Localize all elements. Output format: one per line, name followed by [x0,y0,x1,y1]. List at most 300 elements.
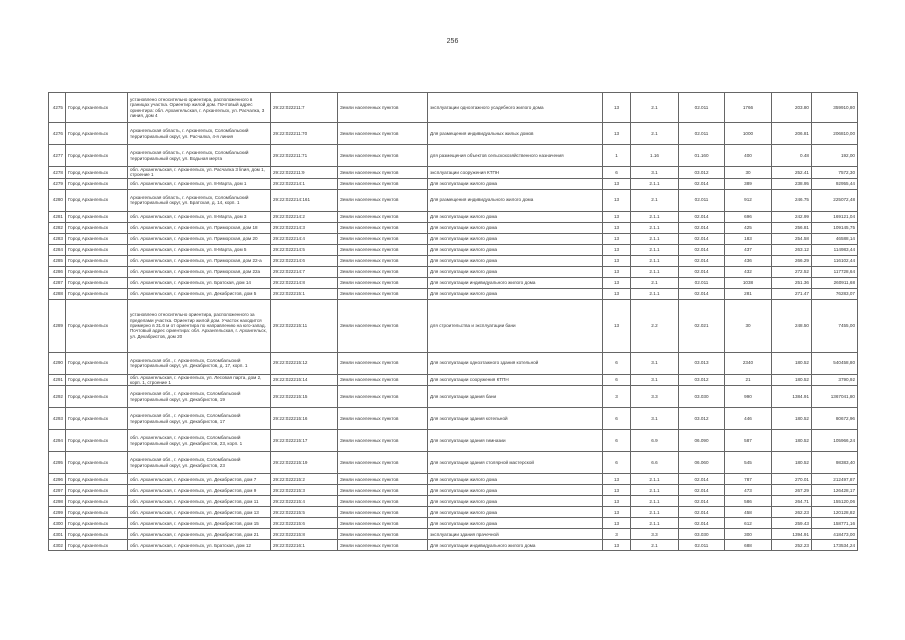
permitted-use-cell: Для эксплуатации индивидуального жилого дома [428,277,603,288]
row-number: 4299 [49,507,66,518]
use-code-cell: 2.1.1 [631,518,679,529]
use-code-cell: 2.1.1 [631,255,679,266]
classifier-code-cell: 02.014 [679,178,725,189]
cadastral-value-cell: 260911,68 [812,277,858,288]
address-cell: обл. Архангельская, г. Архангельск, ул. Лесовая парта, дом 2, корп. 1, строение 1 [128,374,271,386]
specific-value-cell: 256.81 [772,222,812,233]
row-number: 4289 [49,299,66,352]
specific-value-cell: 270.01 [772,474,812,485]
classifier-code-cell: 02.011 [679,123,725,145]
address-cell: обл. Архангельская, г. Архангельск, ул. Декабристов, дом 5 [128,288,271,299]
table-row [49,529,858,540]
cadastral-value-cell: 169121,04 [812,211,858,222]
table-row [49,244,858,255]
area-cell: 696 [725,211,772,222]
specific-value-cell: 246.75 [772,189,812,211]
row-number: 4284 [49,244,66,255]
land-category-cell: Земли населенных пунктов [338,474,428,485]
land-category-cell: Земли населенных пунктов [338,145,428,167]
classifier-code-cell: 02.011 [679,277,725,288]
group-code-cell: 6 [603,374,631,386]
cadastral-value-cell: 212497,87 [812,474,858,485]
settlement-cell: Город Архангельск [66,211,128,222]
address-cell: обл. Архангельская, г. Архангельск, ул. Приморская, дом 20 [128,233,271,244]
cadastral-number-cell: 29:22:022215:2 [271,474,338,485]
settlement-cell: Город Архангельск [66,529,128,540]
row-number: 4280 [49,189,66,211]
use-code-cell: 3.3 [631,386,679,408]
settlement-cell: Город Архангельск [66,485,128,496]
classifier-code-cell: 03.012 [679,167,725,179]
cadastral-value-cell: 116102,44 [812,255,858,266]
specific-value-cell: 251.36 [772,277,812,288]
address-cell: обл. Архангельская, г. Архангельск, ул. Декабристов, дом 9 [128,485,271,496]
specific-value-cell: 180.52 [772,430,812,452]
group-code-cell: 13 [603,211,631,222]
row-number: 4297 [49,485,66,496]
land-category-cell: Земли населенных пунктов [338,374,428,386]
address-cell: обл. Архангельская, г. Архангельск, ул. Приморская, дом 22-а [128,255,271,266]
table-row [49,408,858,430]
classifier-code-cell: 03.030 [679,386,725,408]
permitted-use-cell: Для размещения индивидуального жилого дома [428,189,603,211]
cadastral-number-cell: 29:22:022214:161 [271,189,338,211]
classifier-code-cell: 06.090 [679,430,725,452]
classifier-code-cell: 02.014 [679,288,725,299]
settlement-cell: Город Архангельск [66,244,128,255]
table-row [49,211,858,222]
use-code-cell: 2.1.1 [631,507,679,518]
row-number: 4291 [49,374,66,386]
cadastral-value-cell: 7455,00 [812,299,858,352]
cadastral-number-cell: 29:22:022211:71 [271,145,338,167]
group-code-cell: 13 [603,222,631,233]
area-cell: 30 [725,299,772,352]
group-code-cell: 13 [603,277,631,288]
address-cell: обл. Архангельская, г. Архангельск, ул. Декабристов, дом 15 [128,518,271,529]
land-category-cell: Земли населенных пунктов [338,507,428,518]
table-row [49,540,858,551]
use-code-cell: 2.1.1 [631,288,679,299]
group-code-cell: 13 [603,123,631,145]
cadastral-number-cell: 29:22:022215:3 [271,485,338,496]
use-code-cell: 2.2 [631,299,679,352]
land-category-cell: Земли населенных пунктов [338,452,428,474]
table-row [49,277,858,288]
table-row [49,288,858,299]
settlement-cell: Город Архангельск [66,408,128,430]
group-code-cell: 13 [603,178,631,189]
area-cell: 183 [725,233,772,244]
use-code-cell: 3.1 [631,167,679,179]
cadastral-value-cell: 76283,07 [812,288,858,299]
specific-value-cell: 180.52 [772,452,812,474]
area-cell: 437 [725,244,772,255]
land-category-cell: Земли населенных пунктов [338,123,428,145]
cadastral-number-cell: 29:22:022215:11 [271,299,338,352]
specific-value-cell: 267.29 [772,485,812,496]
group-code-cell: 3 [603,386,631,408]
land-category-cell: Земли населенных пунктов [338,93,428,123]
specific-value-cell: 248.50 [772,299,812,352]
cadastral-value-cell: 92955,44 [812,178,858,189]
cadastral-number-cell: 29:22:022215:1 [271,288,338,299]
area-cell: 473 [725,485,772,496]
settlement-cell: Город Архангельск [66,189,128,211]
table-row [49,496,858,507]
area-cell: 1000 [725,123,772,145]
row-number: 4298 [49,496,66,507]
permitted-use-cell: эксплуатации сооружения КТПН [428,167,603,179]
group-code-cell: 13 [603,299,631,352]
specific-value-cell: 263.12 [772,244,812,255]
table-row [49,189,858,211]
cadastral-value-cell: 173534,24 [812,540,858,551]
permitted-use-cell: Для эксплуатации жилого дома [428,255,603,266]
specific-value-cell: 206.81 [772,123,812,145]
use-code-cell: 2.1.1 [631,266,679,277]
cadastral-value-cell: 80672,96 [812,408,858,430]
group-code-cell: 6 [603,408,631,430]
row-number: 4278 [49,167,66,179]
area-cell: 21 [725,374,772,386]
permitted-use-cell: для размещения объектов сельскохозяйственного назначения [428,145,603,167]
use-code-cell: 2.1.1 [631,474,679,485]
group-code-cell: 3 [603,529,631,540]
settlement-cell: Город Архангельск [66,178,128,189]
classifier-code-cell: 03.013 [679,352,725,374]
permitted-use-cell: Для эксплуатации жилого дома [428,222,603,233]
settlement-cell: Город Архангельск [66,430,128,452]
cadastral-value-cell: 225072,48 [812,189,858,211]
permitted-use-cell: Для эксплуатации здания бани [428,386,603,408]
address-cell: обл. Архангельская, г. Архангельск, ул. 8-Марта, дом 1 [128,178,271,189]
land-category-cell: Земли населенных пунктов [338,211,428,222]
land-category-cell: Земли населенных пунктов [338,408,428,430]
group-code-cell: 13 [603,496,631,507]
land-category-cell: Земли населенных пунктов [338,288,428,299]
permitted-use-cell: Для эксплуатации одноэтажного здания котельной [428,352,603,374]
cadastral-value-cell: 7572,30 [812,167,858,179]
classifier-code-cell: 03.030 [679,529,725,540]
table-row [49,374,858,386]
address-cell: Архангельская обл., г. Архангельск, Соломбальский территориальный округ, ул. Декабристов, 19 [128,386,271,408]
permitted-use-cell: для строительства и эксплуатации бани [428,299,603,352]
row-number: 4292 [49,386,66,408]
cadastral-value-cell: 155120,06 [812,496,858,507]
area-cell: 2340 [725,352,772,374]
row-number: 4285 [49,255,66,266]
cadastral-value-cell: 540458,80 [812,352,858,374]
group-code-cell: 13 [603,288,631,299]
address-cell: Архангельская область, г. Архангельск, Соломбальский территориальный округ, ул. Водьная мерта [128,145,271,167]
cadastral-number-cell: 29:22:022215:15 [271,386,338,408]
area-cell: 787 [725,474,772,485]
address-cell: обл. Архангельская, г. Архангельск, ул. Приморская, дом 18 [128,222,271,233]
cadastral-value-cell: 418473,00 [812,529,858,540]
settlement-cell: Город Архангельск [66,299,128,352]
cadastral-value-cell: 359910,80 [812,93,858,123]
permitted-use-cell: Для эксплуатации сооружения КТПН [428,374,603,386]
permitted-use-cell: Для эксплуатации жилого дома [428,266,603,277]
permitted-use-cell: Для эксплуатации здания гимназии [428,430,603,452]
address-cell: установлено относительно ориентира, расположенного за пределами участка. Ориентир жилой дом. Участок находится примерно в 31.6 м от ориентира по направлению на юго-запад. Почтовый адрес ориентира: обл. Архангельская, г. Архангельск, ул. Декабристов, дом 20 [128,299,271,352]
area-cell: 587 [725,430,772,452]
area-cell: 612 [725,518,772,529]
use-code-cell: 2.1 [631,93,679,123]
use-code-cell: 3.3 [631,529,679,540]
row-number: 4276 [49,123,66,145]
table-row [49,93,858,123]
address-cell: обл. Архангельская, г. Архангельск, ул. Декабристов, дом 11 [128,496,271,507]
group-code-cell: 13 [603,507,631,518]
area-cell: 281 [725,288,772,299]
classifier-code-cell: 02.014 [679,518,725,529]
group-code-cell: 13 [603,255,631,266]
land-category-cell: Земли населенных пунктов [338,178,428,189]
address-cell: Архангельская обл., г. Архангельск, Соломбальский территориальный округ, ул. Декабристов, д. 17, корп. 1 [128,352,271,374]
land-category-cell: Земли населенных пунктов [338,277,428,288]
group-code-cell: 13 [603,266,631,277]
settlement-cell: Город Архангельск [66,288,128,299]
land-category-cell: Земли населенных пунктов [338,352,428,374]
classifier-code-cell: 02.014 [679,507,725,518]
table-row [49,352,858,374]
table-row [49,299,858,352]
permitted-use-cell: Для эксплуатации жилого дома [428,233,603,244]
land-category-cell: Земли населенных пунктов [338,299,428,352]
permitted-use-cell: Для эксплуатации жилого дома [428,244,603,255]
address-cell: обл. Архангельская, г. Архангельск, ул. 8-Марта, дом 3 [128,211,271,222]
specific-value-cell: 252.41 [772,167,812,179]
specific-value-cell: 259.43 [772,518,812,529]
area-cell: 545 [725,452,772,474]
row-number: 4277 [49,145,66,167]
page-number: 256 [446,38,459,45]
cadastral-value-cell: 105966,24 [812,430,858,452]
permitted-use-cell: Для эксплуатации жилого дома [428,474,603,485]
table-row [49,474,858,485]
use-code-cell: 2.1 [631,540,679,551]
land-category-cell: Земли населенных пунктов [338,189,428,211]
permitted-use-cell: эксплуатации одноэтажного усадебного жилого дома [428,93,603,123]
group-code-cell: 13 [603,189,631,211]
row-number: 4293 [49,408,66,430]
specific-value-cell: 238.95 [772,178,812,189]
classifier-code-cell: 02.014 [679,485,725,496]
permitted-use-cell: Для эксплуатации жилого дома [428,518,603,529]
permitted-use-cell: Для эксплуатации жилого дома [428,507,603,518]
cadastral-number-cell: 29:22:022211:7 [271,93,338,123]
address-cell: обл. Архангельская, г. Архангельск, ул. Декабристов, дом 13 [128,507,271,518]
group-code-cell: 13 [603,540,631,551]
group-code-cell: 13 [603,518,631,529]
classifier-code-cell: 02.014 [679,233,725,244]
row-number: 4282 [49,222,66,233]
settlement-cell: Город Архангельск [66,277,128,288]
use-code-cell: 1.16 [631,145,679,167]
cadastral-value-cell: 46588,14 [812,233,858,244]
address-cell: Архангельская обл., г. Архангельск, Соломбальский территориальный округ, ул. Декабристов, 17 [128,408,271,430]
settlement-cell: Город Архангельск [66,93,128,123]
land-category-cell: Земли населенных пунктов [338,518,428,529]
cadastral-value-cell: 120128,82 [812,507,858,518]
address-cell: Архангельская область, г. Архангельск, Соломбальский территориальный округ, ул. Братская, д. 14, корп. 1 [128,189,271,211]
table-row [49,452,858,474]
area-cell: 1766 [725,93,772,123]
use-code-cell: 3.1 [631,408,679,430]
land-category-cell: Земли населенных пунктов [338,529,428,540]
land-category-cell: Земли населенных пунктов [338,244,428,255]
row-number: 4290 [49,352,66,374]
group-code-cell: 13 [603,233,631,244]
area-cell: 400 [725,145,772,167]
row-number: 4302 [49,540,66,551]
land-category-cell: Земли населенных пунктов [338,540,428,551]
classifier-code-cell: 02.011 [679,540,725,551]
cadastral-value-cell: 114983,44 [812,244,858,255]
use-code-cell: 2.1.1 [631,178,679,189]
classifier-code-cell: 01.160 [679,145,725,167]
settlement-cell: Город Архангельск [66,496,128,507]
area-cell: 990 [725,386,772,408]
settlement-cell: Город Архангельск [66,222,128,233]
cadastral-value-cell: 98383,40 [812,452,858,474]
use-code-cell: 3.1 [631,352,679,374]
permitted-use-cell: Для эксплуатации жилого дома [428,178,603,189]
address-cell: Архангельская обл., г. Архангельск, Соломбальский территориальный округ, ул. Декабристов, 23 [128,452,271,474]
area-cell: 30 [725,167,772,179]
cadastral-value-cell: 109145,75 [812,222,858,233]
address-cell: обл. Архангельская, г. Архангельск, ул. 8-Марта, дом 5 [128,244,271,255]
address-cell: обл. Архангельская, г. Архангельск, ул. Декабристов, дом 7 [128,474,271,485]
classifier-code-cell: 02.021 [679,299,725,352]
row-number: 4281 [49,211,66,222]
use-code-cell: 6.6 [631,452,679,474]
cadastral-value-cell: 3790,92 [812,374,858,386]
row-number: 4288 [49,288,66,299]
address-cell: обл. Архангельская, г. Архангельск, Соломбальский территориальный округ, ул. Декабристов, 23, корп. 1 [128,430,271,452]
classifier-code-cell: 03.012 [679,408,725,430]
use-code-cell: 2.1 [631,189,679,211]
land-category-cell: Земли населенных пунктов [338,485,428,496]
cadastral-value-cell: 206810,00 [812,123,858,145]
settlement-cell: Город Архангельск [66,255,128,266]
settlement-cell: Город Архангельск [66,452,128,474]
permitted-use-cell: Для размещения индивидуальных жилых домов [428,123,603,145]
area-cell: 446 [725,408,772,430]
table-row [49,507,858,518]
cadastral-number-cell: 29:22:022215:6 [271,518,338,529]
row-number: 4283 [49,233,66,244]
specific-value-cell: 264.71 [772,496,812,507]
table-row [49,266,858,277]
specific-value-cell: 180.52 [772,374,812,386]
table-row [49,222,858,233]
area-cell: 912 [725,189,772,211]
row-number: 4300 [49,518,66,529]
use-code-cell: 2.1.1 [631,211,679,222]
specific-value-cell: 180.52 [772,408,812,430]
use-code-cell: 2.1 [631,277,679,288]
land-category-cell: Земли населенных пунктов [338,430,428,452]
group-code-cell: 6 [603,452,631,474]
settlement-cell: Город Архангельск [66,386,128,408]
settlement-cell: Город Архангельск [66,145,128,167]
land-category-cell: Земли населенных пунктов [338,255,428,266]
cadastral-value-cell: 126428,17 [812,485,858,496]
cadastral-number-cell: 29:22:022216:1 [271,540,338,551]
group-code-cell: 13 [603,244,631,255]
permitted-use-cell: Для эксплуатации индивидуального жилого дома [428,540,603,551]
table-row [49,167,858,179]
specific-value-cell: 0.48 [772,145,812,167]
cadastral-number-cell: 29:22:022214:3 [271,222,338,233]
row-number: 4294 [49,430,66,452]
use-code-cell: 2.1.1 [631,244,679,255]
classifier-code-cell: 02.014 [679,496,725,507]
cadastral-number-cell: 29:22:022214:7 [271,266,338,277]
classifier-code-cell: 02.014 [679,211,725,222]
cadastral-value-cell: 117728,64 [812,266,858,277]
classifier-code-cell: 06.060 [679,452,725,474]
cadastral-number-cell: 29:22:022215:16 [271,408,338,430]
area-cell: 436 [725,255,772,266]
permitted-use-cell: эксплуатации здания прачечной [428,529,603,540]
land-registry-table [48,92,858,551]
address-cell: обл. Архангельская, г. Архангельск, ул. Расчалка 3 linия, дом 1, строение 1 [128,167,271,179]
cadastral-number-cell: 29:22:022214:8 [271,277,338,288]
cadastral-number-cell: 29:22:022215:12 [271,352,338,374]
classifier-code-cell: 02.014 [679,474,725,485]
cadastral-number-cell: 29:22:022214:2 [271,211,338,222]
address-cell: обл. Архангельская, г. Архангельск, ул. Декабристов, дом 21 [128,529,271,540]
table-row [49,145,858,167]
land-category-cell: Земли населенных пунктов [338,233,428,244]
address-cell: обл. Архангельская, г. Архангельск, ул. Братская, дом 12 [128,540,271,551]
specific-value-cell: 1384.91 [772,386,812,408]
permitted-use-cell: Для эксплуатации здания котельной [428,408,603,430]
cadastral-number-cell: 29:22:022211:9 [271,167,338,179]
address-cell: Архангельская область, г. Архангельск, Соломбальский территориальный округ, ул. Расчалка, 4-я линия [128,123,271,145]
permitted-use-cell: Для эксплуатации жилого дома [428,485,603,496]
settlement-cell: Город Архангельск [66,352,128,374]
specific-value-cell: 1394.91 [772,529,812,540]
row-number: 4296 [49,474,66,485]
row-number: 4301 [49,529,66,540]
address-cell: обл. Архангельская, г. Архангельск, ул. Братская, дом 14 [128,277,271,288]
area-cell: 1038 [725,277,772,288]
cadastral-number-cell: 29:22:022215:8 [271,529,338,540]
group-code-cell: 13 [603,485,631,496]
table-row [49,178,858,189]
settlement-cell: Город Архангельск [66,123,128,145]
specific-value-cell: 242.99 [772,211,812,222]
use-code-cell: 3.1 [631,374,679,386]
row-number: 4286 [49,266,66,277]
table-row [49,518,858,529]
specific-value-cell: 272.52 [772,266,812,277]
row-number: 4275 [49,93,66,123]
cadastral-number-cell: 29:22:022215:17 [271,430,338,452]
land-category-cell: Земли населенных пунктов [338,496,428,507]
specific-value-cell: 266.29 [772,255,812,266]
area-cell: 458 [725,507,772,518]
settlement-cell: Город Архангельск [66,540,128,551]
settlement-cell: Город Архангельск [66,507,128,518]
use-code-cell: 6.9 [631,430,679,452]
settlement-cell: Город Архангельск [66,474,128,485]
